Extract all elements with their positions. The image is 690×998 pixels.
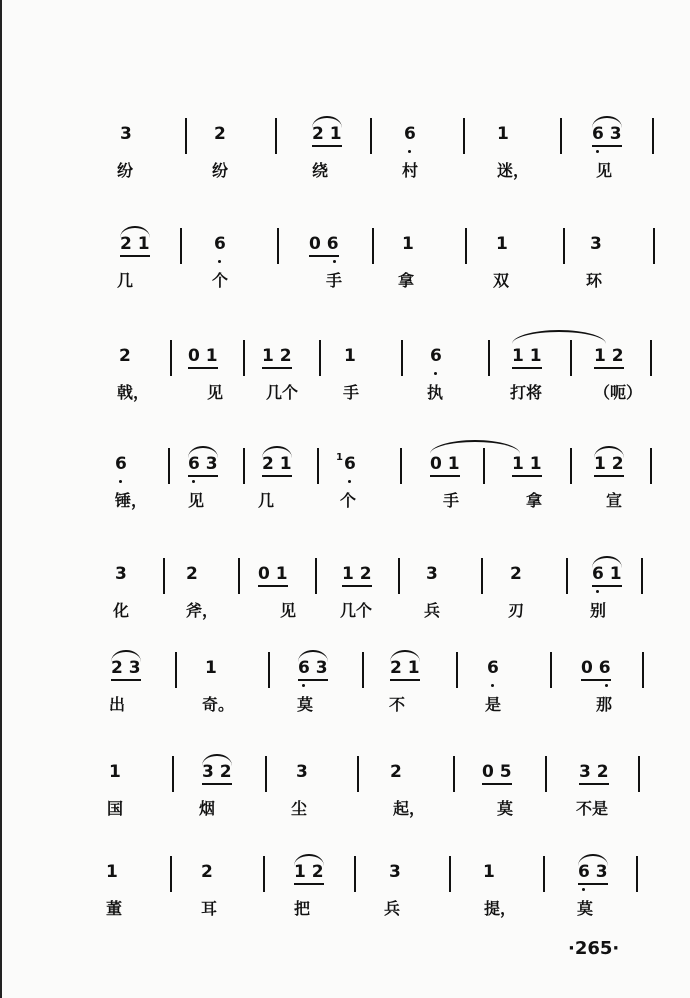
- note: 6 3: [578, 862, 608, 882]
- score-system: [0, 856, 690, 936]
- note: 2: [390, 762, 402, 782]
- lyric: 那: [596, 695, 613, 714]
- bar-line: [570, 340, 572, 376]
- lyric: 尘: [291, 799, 308, 818]
- lyric: 几个: [340, 601, 373, 620]
- note: 3: [115, 564, 127, 584]
- note: 6 3: [188, 454, 218, 474]
- bar-line: [168, 448, 170, 484]
- bar-line: [636, 856, 638, 892]
- lyric: 见: [207, 383, 224, 402]
- note: 1: [402, 234, 414, 254]
- bar-line: [449, 856, 451, 892]
- bar-line: [463, 118, 465, 154]
- score-system: [0, 558, 690, 638]
- bar-line: [650, 448, 652, 484]
- bar-line: [456, 652, 458, 688]
- bar-line: [398, 558, 400, 594]
- bar-line: [243, 340, 245, 376]
- lyric: 把: [294, 899, 311, 918]
- bar-line: [362, 652, 364, 688]
- note: 6: [404, 124, 416, 144]
- note: 3: [120, 124, 132, 144]
- lyric: 莫: [497, 799, 514, 818]
- bar-line: [453, 756, 455, 792]
- bar-line: [185, 118, 187, 154]
- note: 2 1: [312, 124, 342, 144]
- lyric: 莫: [297, 695, 314, 714]
- bar-line: [550, 652, 552, 688]
- lyric: （呃）: [594, 383, 643, 402]
- bar-line: [641, 558, 643, 594]
- bar-line: [268, 652, 270, 688]
- note: 1: [106, 862, 118, 882]
- bar-line: [545, 756, 547, 792]
- lyric: 起，: [393, 799, 426, 818]
- note: 6 3: [592, 124, 622, 144]
- bar-line: [638, 756, 640, 792]
- lyric: 国: [107, 799, 124, 818]
- note: 0 6: [309, 234, 339, 254]
- bar-line: [653, 228, 655, 264]
- bar-line: [277, 228, 279, 264]
- score-system: [0, 756, 690, 836]
- score-system: [0, 228, 690, 308]
- lyric: 手: [443, 491, 460, 510]
- lyric: 打将: [510, 383, 543, 402]
- lyric: 别: [590, 601, 607, 620]
- lyric: 拿: [526, 491, 543, 510]
- lyric: 不: [389, 695, 406, 714]
- bar-line: [465, 228, 467, 264]
- lyric: 环: [586, 271, 603, 290]
- bar-line: [566, 558, 568, 594]
- bar-line: [319, 340, 321, 376]
- bar-line: [180, 228, 182, 264]
- lyric: 拿: [398, 271, 415, 290]
- bar-line: [317, 448, 319, 484]
- note: 6: [214, 234, 226, 254]
- bar-line: [488, 340, 490, 376]
- bar-line: [372, 228, 374, 264]
- bar-line: [570, 448, 572, 484]
- note: 0 6: [581, 658, 611, 678]
- note: 1: [496, 234, 508, 254]
- score-system: [0, 118, 690, 198]
- note: 1: [483, 862, 495, 882]
- lyric: 不是: [576, 799, 609, 818]
- lyric: 几: [258, 491, 275, 510]
- note: 0 1: [430, 454, 460, 474]
- note: 2: [510, 564, 522, 584]
- note: 0 1: [258, 564, 288, 584]
- note: 2: [186, 564, 198, 584]
- note: 6 3: [298, 658, 328, 678]
- lyric: 出: [109, 695, 126, 714]
- lyric: 绕: [312, 161, 329, 180]
- tie-arc: [512, 330, 606, 344]
- note: 1: [344, 346, 356, 366]
- note: 6: [430, 346, 442, 366]
- note: 1: [109, 762, 121, 782]
- note: 1 2: [262, 346, 292, 366]
- note: 6: [115, 454, 127, 474]
- note: 1 2: [594, 346, 624, 366]
- lyric: 莫: [577, 899, 594, 918]
- bar-line: [357, 756, 359, 792]
- lyric: 几: [117, 271, 134, 290]
- note: 1 2: [594, 454, 624, 474]
- bar-line: [642, 652, 644, 688]
- lyric: 手: [326, 271, 343, 290]
- bar-line: [263, 856, 265, 892]
- note: 1 2: [294, 862, 324, 882]
- note: 2 1: [262, 454, 292, 474]
- note: 3 2: [579, 762, 609, 782]
- lyric: 手: [343, 383, 360, 402]
- bar-line: [243, 448, 245, 484]
- lyric: 纷: [212, 161, 229, 180]
- lyric: 烟: [199, 799, 216, 818]
- lyric: 纷: [117, 161, 134, 180]
- lyric: 刃: [508, 601, 525, 620]
- note: 3 2: [202, 762, 232, 782]
- note: 3: [296, 762, 308, 782]
- lyric: 兵: [424, 601, 441, 620]
- bar-line: [315, 558, 317, 594]
- lyric: 几个: [266, 383, 299, 402]
- tie-arc: [430, 440, 520, 454]
- bar-line: [401, 340, 403, 376]
- note: 2 1: [390, 658, 420, 678]
- bar-line: [275, 118, 277, 154]
- note: 1: [497, 124, 509, 144]
- note: 6: [487, 658, 499, 678]
- lyric: 执: [427, 383, 444, 402]
- lyric: 迷，: [497, 161, 530, 180]
- lyric: 见: [188, 491, 205, 510]
- bar-line: [238, 558, 240, 594]
- lyric: 董: [106, 899, 123, 918]
- note: 1 1: [512, 454, 542, 474]
- bar-line: [163, 558, 165, 594]
- lyric: 见: [280, 601, 297, 620]
- bar-line: [543, 856, 545, 892]
- bar-line: [172, 756, 174, 792]
- lyric: 锤，: [115, 491, 148, 510]
- score-system: [0, 340, 690, 420]
- lyric: 提，: [484, 899, 517, 918]
- note: 0 5: [482, 762, 512, 782]
- note: 2: [119, 346, 131, 366]
- note: 6 1: [592, 564, 622, 584]
- lyric: 兵: [384, 899, 401, 918]
- bar-line: [265, 756, 267, 792]
- page-number: ·265·: [568, 938, 620, 959]
- note: 1 1: [512, 346, 542, 366]
- note: 2: [201, 862, 213, 882]
- score-system: [0, 652, 690, 732]
- bar-line: [170, 340, 172, 376]
- lyric: 化: [113, 601, 130, 620]
- bar-line: [175, 652, 177, 688]
- note: 2 3: [111, 658, 141, 678]
- note: 1 2: [342, 564, 372, 584]
- note: 3: [590, 234, 602, 254]
- lyric: 戟，: [117, 383, 150, 402]
- bar-line: [354, 856, 356, 892]
- lyric: 斧，: [186, 601, 219, 620]
- note: 2: [214, 124, 226, 144]
- note: 3: [426, 564, 438, 584]
- bar-line: [170, 856, 172, 892]
- note: $^1$6: [336, 454, 356, 474]
- grace-note: 1: [336, 452, 343, 463]
- note: 3: [389, 862, 401, 882]
- score-system: [0, 448, 690, 528]
- lyric: 宣: [606, 491, 623, 510]
- lyric: 个: [212, 271, 229, 290]
- note: 2 1: [120, 234, 150, 254]
- lyric: 见: [596, 161, 613, 180]
- lyric: 双: [493, 271, 510, 290]
- lyric: 村: [402, 161, 419, 180]
- bar-line: [652, 118, 654, 154]
- lyric: 个: [340, 491, 357, 510]
- lyric: 耳: [201, 899, 218, 918]
- bar-line: [481, 558, 483, 594]
- lyric: 奇。: [202, 695, 235, 714]
- bar-line: [370, 118, 372, 154]
- note: 0 1: [188, 346, 218, 366]
- bar-line: [400, 448, 402, 484]
- note: 1: [205, 658, 217, 678]
- lyric: 是: [485, 695, 502, 714]
- bar-line: [650, 340, 652, 376]
- bar-line: [563, 228, 565, 264]
- bar-line: [560, 118, 562, 154]
